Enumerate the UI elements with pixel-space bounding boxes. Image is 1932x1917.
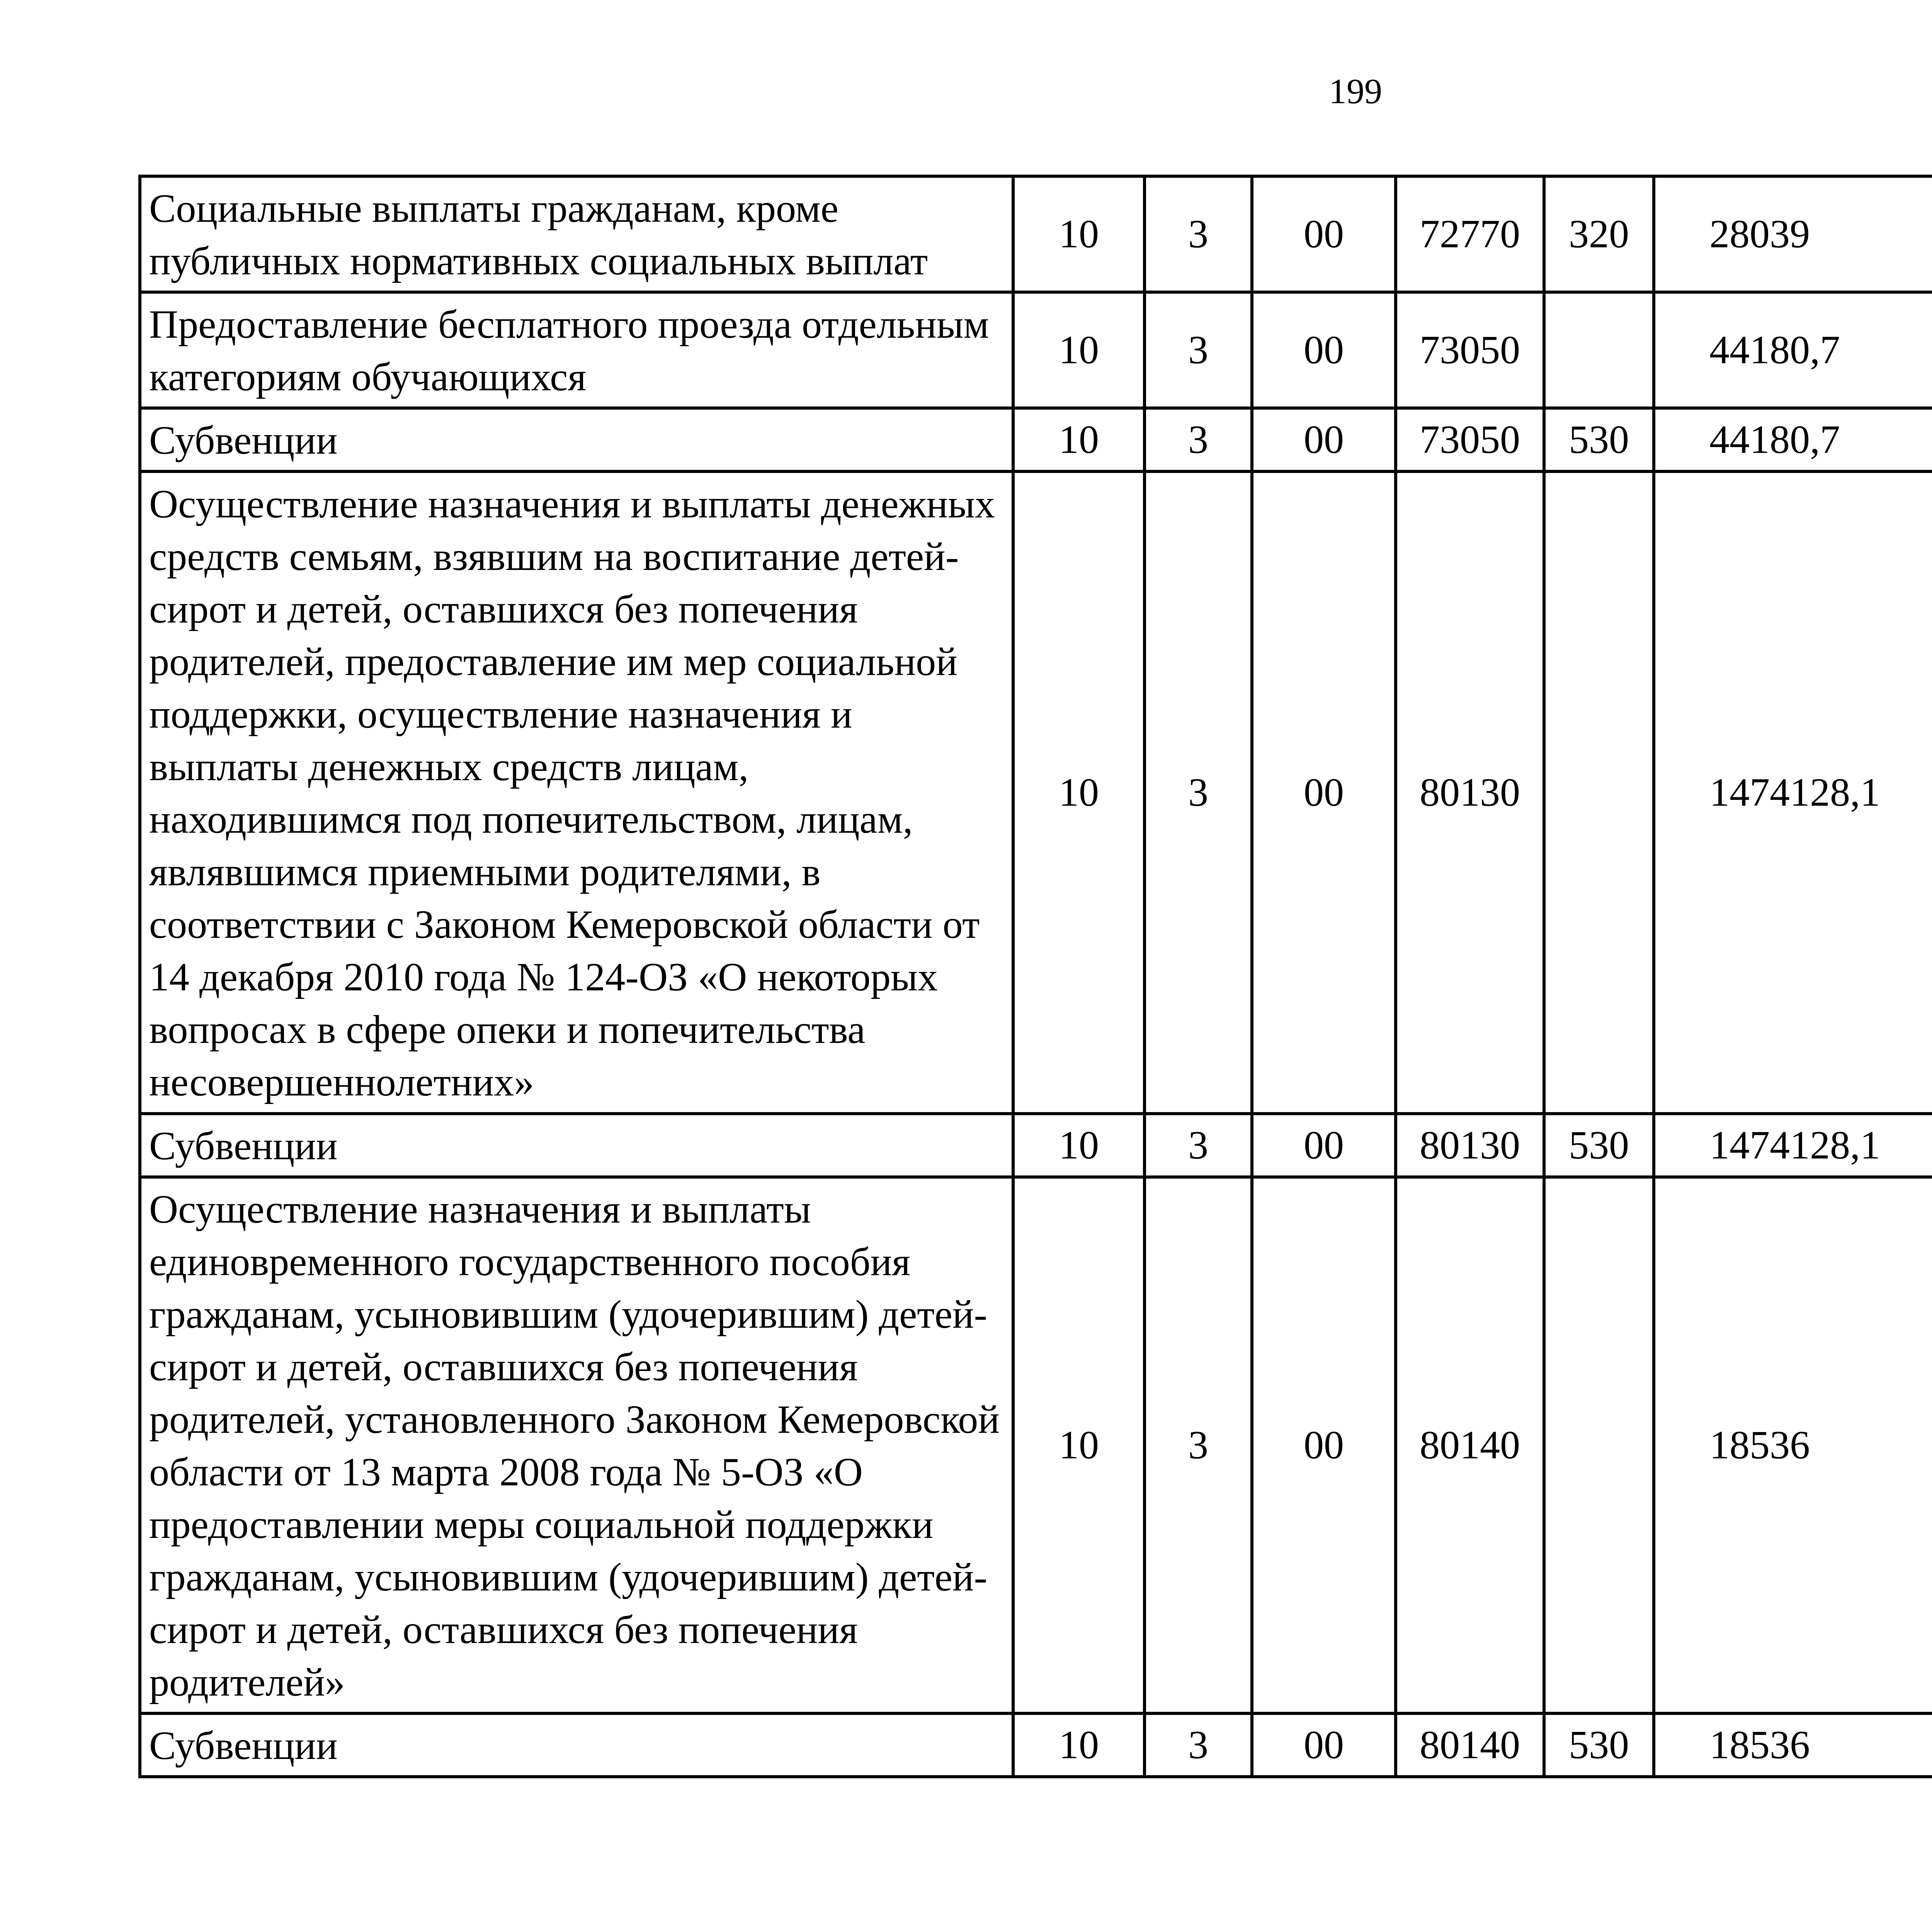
section-cell: 10	[1013, 1114, 1145, 1177]
table-row	[140, 176, 1932, 292]
expense-type-cell	[1544, 1177, 1654, 1713]
expense-type-cell: 530	[1544, 1114, 1654, 1177]
subsection-cell: 3	[1145, 1177, 1252, 1713]
program-cell: 00	[1252, 1177, 1396, 1713]
table-row	[140, 1177, 1932, 1713]
program-cell: 00	[1252, 1713, 1396, 1777]
direction-cell: 80140	[1396, 1713, 1544, 1777]
amount-year1-cell: 1474128,1	[1654, 1114, 1932, 1177]
section-cell: 10	[1013, 1713, 1145, 1777]
table-row	[140, 1713, 1932, 1777]
amount-year1-cell: 18536	[1654, 1713, 1932, 1777]
expense-name-cell: Субвенции	[140, 1713, 1013, 1777]
program-cell: 00	[1252, 408, 1396, 471]
direction-cell: 72770	[1396, 176, 1544, 292]
amount-year1-cell: 18536	[1654, 1177, 1932, 1713]
expense-name-cell: Осуществление назначения и выплаты денежных средств семьям, взявшим на воспитание детей-сирот и детей, оставшихся без попечения родителей, предоставление им мер социальной поддержки, осуществление назначения и выплаты денежных средств лицам, находившимся под попечительством, лицам, являвшимся приемными родителями, в соответствии с Законом Кемеровской области от 14 декабря 2010 года № 124-ОЗ «О некоторых вопросах в сфере опеки и попечительства несовершеннолетних»	[140, 471, 1013, 1114]
amount-year1-cell: 44180,7	[1654, 292, 1932, 408]
program-cell: 00	[1252, 292, 1396, 408]
table-row	[140, 1114, 1932, 1177]
direction-cell: 73050	[1396, 292, 1544, 408]
expense-name-cell: Субвенции	[140, 408, 1013, 471]
expense-type-cell: 320	[1544, 176, 1654, 292]
section-cell: 10	[1013, 408, 1145, 471]
section-cell: 10	[1013, 471, 1145, 1114]
subsection-cell: 3	[1145, 1713, 1252, 1777]
expense-name-cell: Предоставление бесплатного проезда отдельным категориям обучающихся	[140, 292, 1013, 408]
section-cell: 10	[1013, 1177, 1145, 1713]
table-row	[140, 471, 1932, 1114]
direction-cell: 80130	[1396, 1114, 1544, 1177]
amount-year1-cell: 1474128,1	[1654, 471, 1932, 1114]
expense-type-cell: 530	[1544, 1713, 1654, 1777]
amount-year1-cell: 44180,7	[1654, 408, 1932, 471]
program-cell: 00	[1252, 471, 1396, 1114]
program-cell: 00	[1252, 176, 1396, 292]
direction-cell: 80130	[1396, 471, 1544, 1114]
table-row	[140, 408, 1932, 471]
expense-name-cell: Субвенции	[140, 1114, 1013, 1177]
subsection-cell: 3	[1145, 408, 1252, 471]
expense-name-cell: Социальные выплаты гражданам, кроме публичных нормативных социальных выплат	[140, 176, 1013, 292]
direction-cell: 80140	[1396, 1177, 1544, 1713]
table-row	[140, 292, 1932, 408]
subsection-cell: 3	[1145, 292, 1252, 408]
amount-year1-cell: 28039	[1654, 176, 1932, 292]
program-cell: 00	[1252, 1114, 1396, 1177]
budget-table	[138, 175, 1932, 1778]
subsection-cell: 3	[1145, 176, 1252, 292]
section-cell: 10	[1013, 176, 1145, 292]
subsection-cell: 3	[1145, 471, 1252, 1114]
expense-type-cell	[1544, 471, 1654, 1114]
section-cell: 10	[1013, 292, 1145, 408]
expense-name-cell: Осуществление назначения и выплаты единовременного государственного пособия гражданам, усыновившим (удочерившим) детей-сирот и детей, оставшихся без попечения родителей, установленного Законом Кемеровской области от 13 марта 2008 года № 5-ОЗ «О предоставлении меры социальной поддержки гражданам, усыновившим (удочерившим) детей-сирот и детей, оставшихся без попечения родителей»	[140, 1177, 1013, 1713]
page-number: 199	[1329, 71, 1382, 111]
expense-type-cell	[1544, 292, 1654, 408]
direction-cell: 73050	[1396, 408, 1544, 471]
subsection-cell: 3	[1145, 1114, 1252, 1177]
expense-type-cell: 530	[1544, 408, 1654, 471]
